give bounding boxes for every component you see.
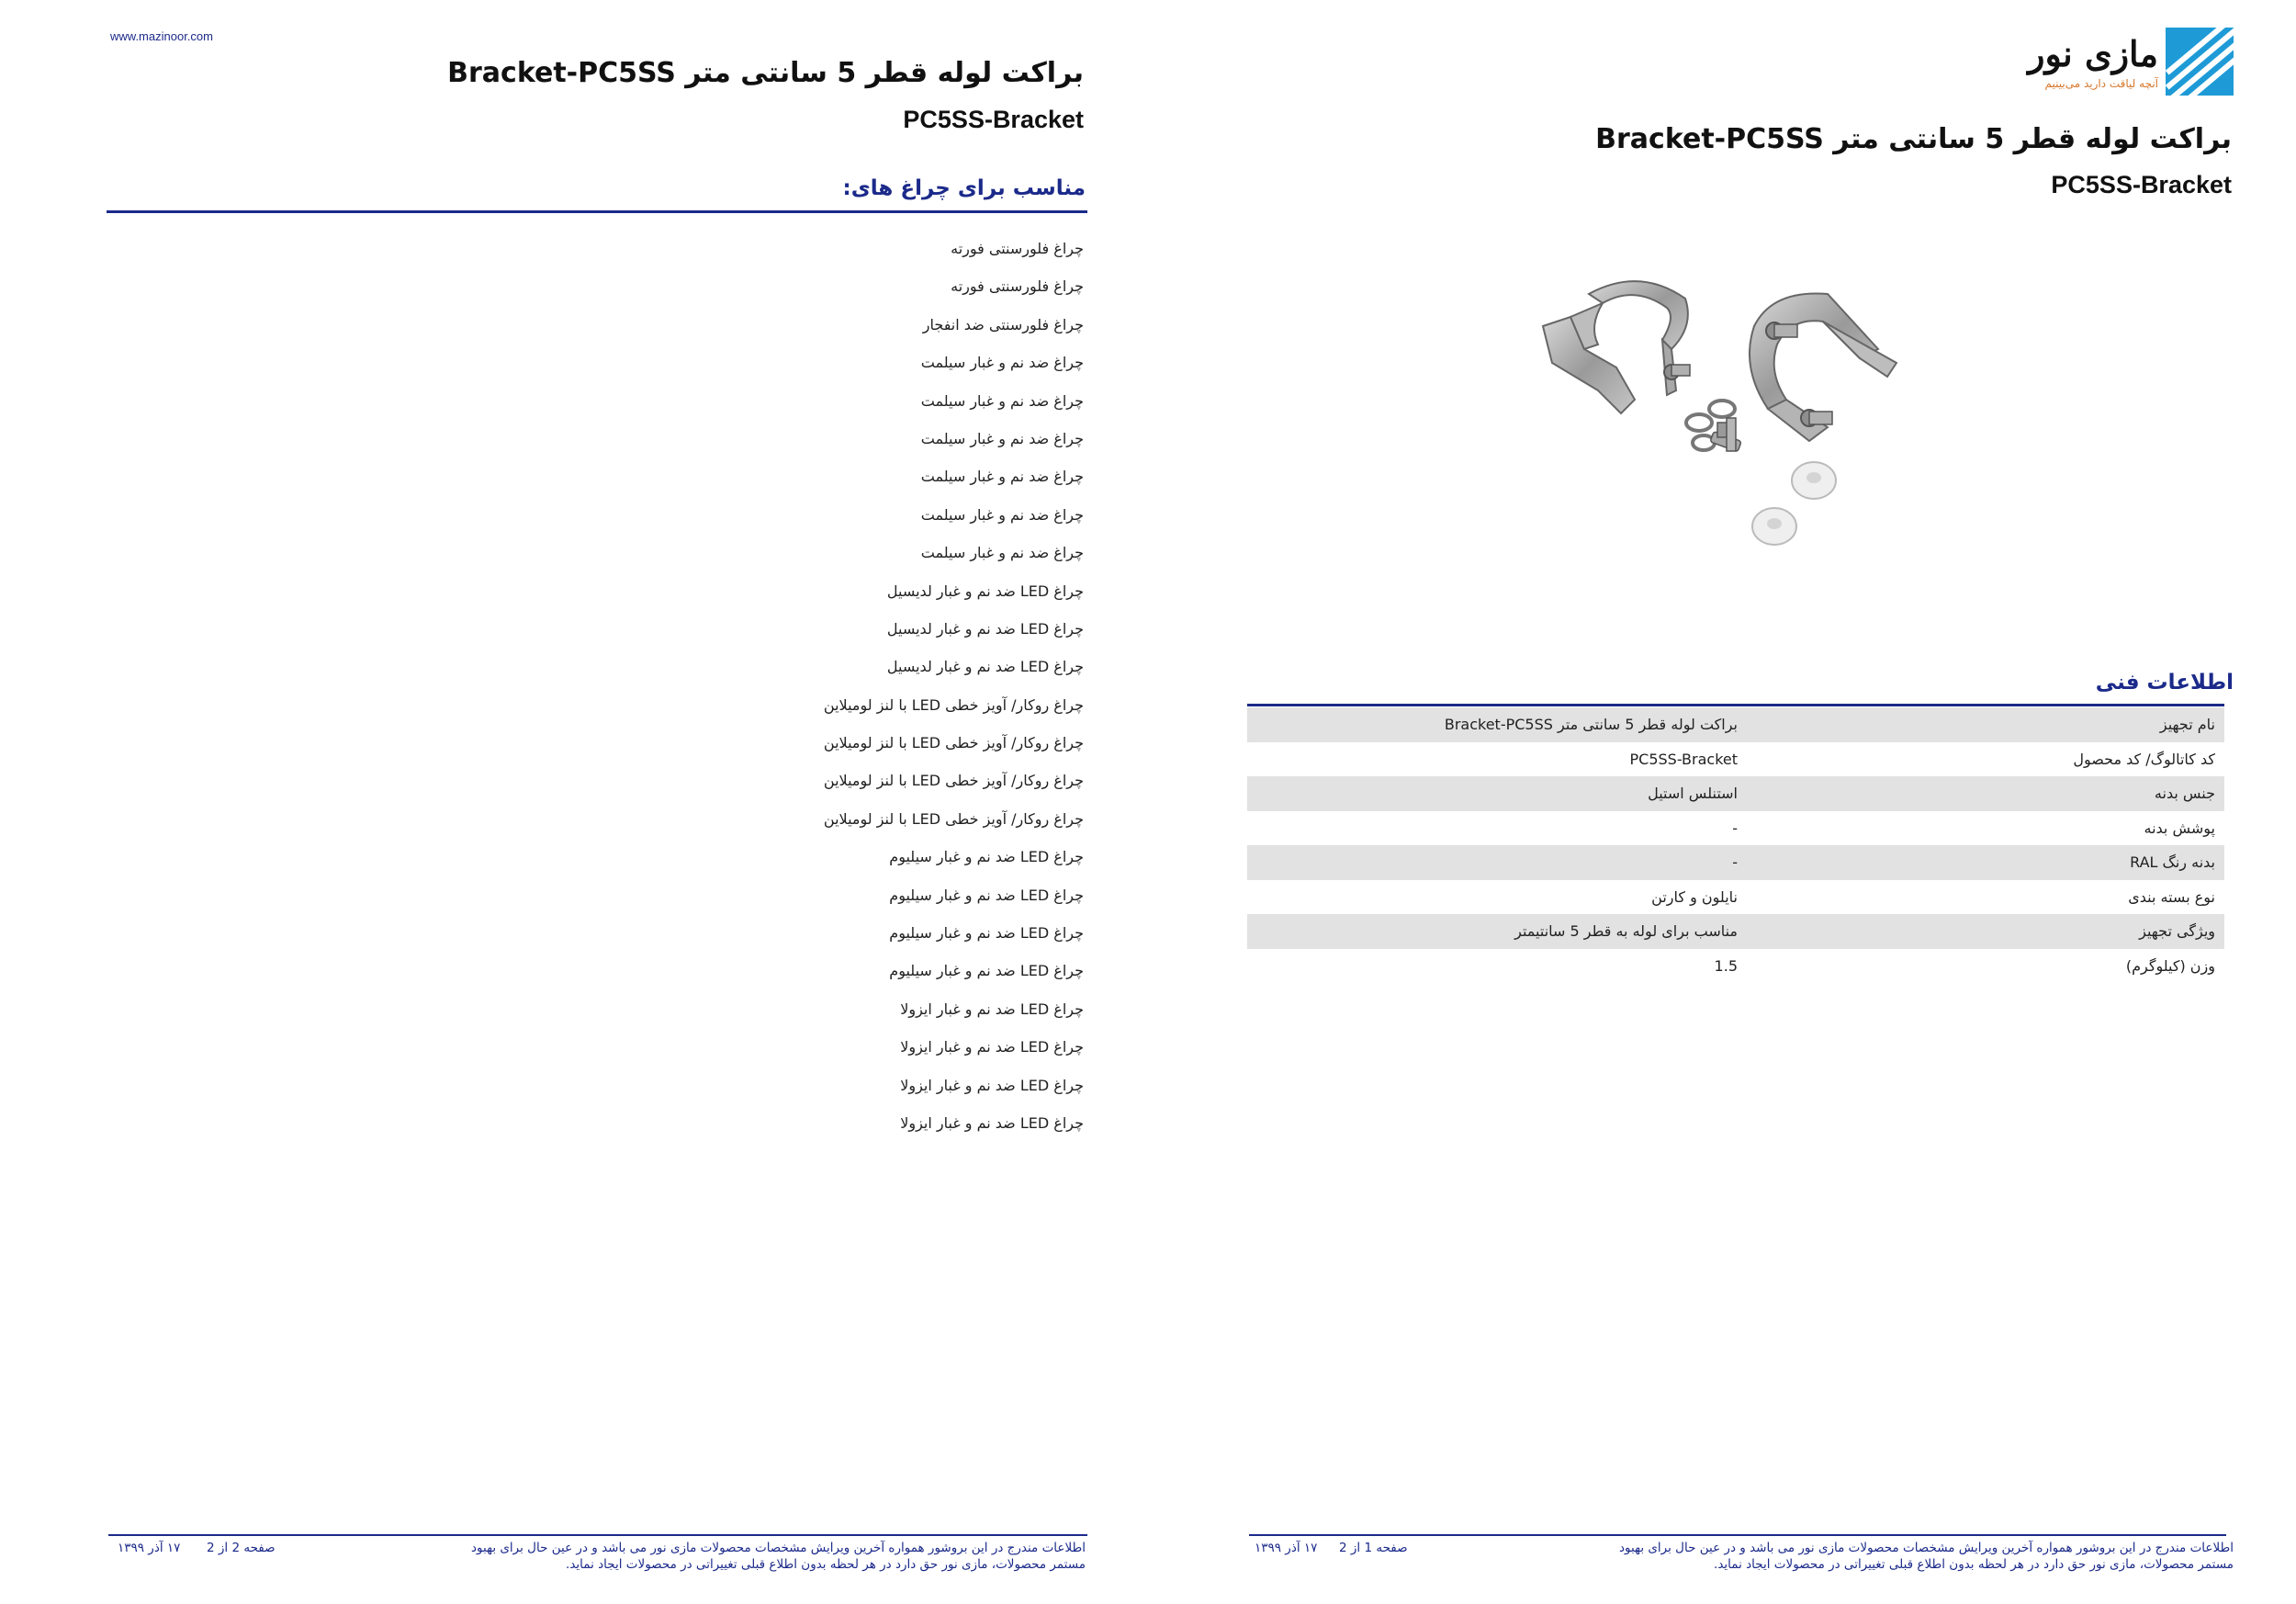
spec-key: پوشش بدنه [2144,819,2215,837]
logo-wordmark: مازی نور [2028,33,2158,74]
list-item: چراغ روکار/ آویز خطی LED با لنز لومیلاین [823,809,1084,828]
spec-key: وزن (کیلوگرم) [2125,956,2215,975]
footer-disclaimer: اطلاعات مندرج در این بروشور همواره آخرین ویرایش مشخصات محصولات مازی نور می باشد و در عین حال برای بهبود مستمر محصولات، مازی نور حق دارد در هر لحظه بدون اطلاع قبلی تغییراتی در محصولات ایجاد نماید. [1619,1541,2234,1572]
product-title-en: PC5SS-Bracket [2051,171,2232,198]
list-item: چراغ LED ضد نم و غبار سیلیوم [889,924,1084,943]
website-url[interactable]: www.mazinoor.com [110,29,213,43]
list-item: چراغ روکار/ آویز خطی LED با لنز لومیلاین [823,695,1084,714]
list-item: چراغ ضد نم و غبار سیلمت [920,544,1084,562]
list-item: چراغ فلورسنتی فورته [951,240,1084,257]
product-title-fa: براکت لوله قطر 5 سانتی متر Bracket-PC5SS [1595,123,2232,155]
list-item: چراغ LED ضد نم و غبار سیلیوم [889,886,1084,904]
table-row [1247,707,2224,742]
product-title-en: PC5SS-Bracket [903,106,1084,133]
list-item: چراغ ضد نم و غبار سیلمت [920,468,1084,486]
product-image [1534,262,1919,565]
list-item: چراغ LED ضد نم و غبار لدیسیل [886,619,1084,638]
list-item: چراغ ضد نم و غبار سیلمت [920,429,1084,447]
list-item: چراغ LED ضد نم و غبار ایزولا [900,1113,1084,1132]
right-bracket [1750,293,1896,441]
list-item: چراغ روکار/ آویز خطی LED با لنز لومیلاین [823,772,1084,790]
table-row [1247,845,2224,880]
table-row [1247,776,2224,811]
list-item: چراغ روکار/ آویز خطی LED با لنز لومیلاین [823,734,1084,752]
list-item: چراغ LED ضد نم و غبار ایزولا [900,1038,1084,1056]
hardware-parts [1686,401,1741,452]
spec-key: بدنه رنگ RAL [1747,845,2224,880]
spec-key: نوع بسته بندی [2128,887,2215,906]
table-row [1247,949,2224,984]
plastic-caps [1752,462,1836,545]
spec-value: PC5SS-Bracket [1629,750,1738,768]
left-bracket [1543,281,1690,413]
table-row [1247,914,2224,949]
section-divider [107,210,1087,213]
suitable-lamps-title: مناسب برای چراغ های: [842,176,1086,200]
page-1 [1148,0,2296,1604]
brand-logo [1958,26,2234,99]
technical-info-title: اطلاعات فنی [2095,671,2234,695]
table-row [1247,811,2224,846]
spec-value: - [1732,819,1738,837]
spec-value: مناسب برای لوله به قطر 5 سانتیمتر [1247,914,1747,949]
footer-disclaimer: اطلاعات مندرج در این بروشور همواره آخرین ویرایش مشخصات محصولات مازی نور می باشد و در عین حال برای بهبود مستمر محصولات، مازی نور حق دارد در هر لحظه بدون اطلاع قبلی تغییراتی در محصولات ایجاد نماید. [471,1541,1086,1572]
footer-date: ۱۷ آذر ۱۳۹۹ [118,1541,181,1555]
list-item: چراغ LED ضد نم و غبار ایزولا [900,1000,1084,1018]
spec-table [1247,707,2224,983]
list-item: چراغ LED ضد نم و غبار لدیسیل [886,658,1084,676]
section-divider [1247,704,2224,706]
list-item: چراغ ضد نم و غبار سیلمت [920,391,1084,410]
product-title-fa: براکت لوله قطر 5 سانتی متر Bracket-PC5SS [447,57,1084,89]
table-row [1247,880,2224,915]
spec-key: ویژگی تجهیز [1747,914,2224,949]
list-item: چراغ ضد نم و غبار سیلمت [920,354,1084,372]
table-row [1247,742,2224,777]
list-item: چراغ فلورسنتی ضد انفجار [922,315,1084,333]
footer-divider [108,1534,1087,1536]
list-item: چراغ LED ضد نم و غبار لدیسیل [886,582,1084,600]
list-item: چراغ LED ضد نم و غبار سیلیوم [889,962,1084,980]
list-item: چراغ LED ضد نم و غبار سیلیوم [889,848,1084,866]
footer-page-number: صفحه 2 از 2 [207,1541,276,1555]
spec-key: نام تجهیز [1747,707,2224,742]
list-item: چراغ فلورسنتی فورته [951,277,1084,296]
logo-mark-icon [2166,28,2234,96]
lamp-list [110,230,1084,1142]
list-item: چراغ ضد نم و غبار سیلمت [920,505,1084,524]
list-item: چراغ LED ضد نم و غبار ایزولا [900,1076,1084,1094]
spec-key: جنس بدنه [1747,776,2224,811]
spec-value: 1.5 [1714,956,1738,975]
footer-page-number: صفحه 1 از 2 [1339,1541,1408,1555]
footer-date: ۱۷ آذر ۱۳۹۹ [1255,1541,1318,1555]
spec-value: براکت لوله قطر 5 سانتی متر Bracket-PC5SS [1247,707,1747,742]
logo-slogan: آنچه لیاقت دارید می‌بینیم [2044,77,2158,90]
spec-value: نایلون و کارتن [1651,887,1738,906]
spec-value: استنلس استیل [1247,776,1747,811]
spec-value: - [1247,845,1747,880]
spec-key: کد کاتالوگ/ کد محصول [2073,750,2215,768]
footer-divider [1249,1534,2226,1536]
